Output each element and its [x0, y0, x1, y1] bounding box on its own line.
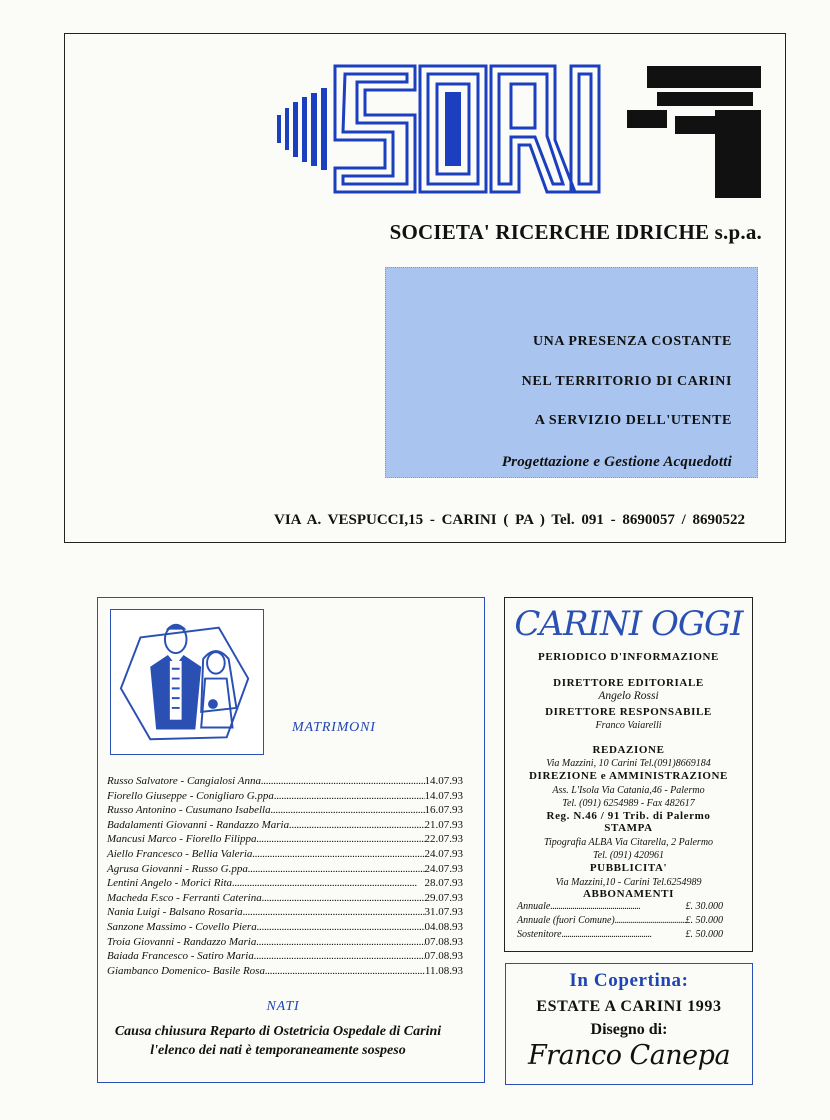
- couple-names: Nania Luigi - Balsano Rosaria: [107, 906, 243, 919]
- couple-names: Sanzone Massimo - Covello Piera: [107, 920, 257, 933]
- couple-names: Russo Salvatore - Cangialosi Anna: [107, 775, 261, 787]
- leader-dots: [243, 905, 425, 920]
- couple-names: Fiorello Giuseppe - Conigliaro G.ppa: [107, 789, 274, 802]
- tagline-1: UNA PRESENZA COSTANTE: [532, 334, 732, 349]
- couple-names: Mancusi Marco - Fiorello Filippa: [107, 833, 257, 846]
- director-editorial-name: Angelo Rossi: [598, 690, 659, 702]
- wedding-date: 07.08.93: [424, 950, 463, 963]
- list-item: [107, 818, 463, 833]
- cover-subject: ESTATE A CARINI 1993: [536, 998, 722, 1015]
- slogan: Progettazione e Gestione Acquedotti: [501, 454, 732, 470]
- couple-names: Russo Antonino - Cusumano Isabella: [107, 804, 271, 817]
- wedding-date: 14.07.93: [424, 789, 463, 802]
- list-item: [107, 891, 463, 906]
- list-item: [107, 774, 463, 789]
- director-editorial-label: DIRETTORE EDITORIALE: [553, 677, 704, 689]
- wedding-date: 11.08.93: [424, 964, 463, 977]
- couple-names: Aiello Francesco - Bellia Valeria: [107, 847, 253, 860]
- tagline-box: [385, 267, 758, 478]
- stampa-address: Tipografia ALBA Via Citarella, 2 Palermo: [543, 837, 714, 848]
- nati-notice: Causa chiusura Reparto di Ostetricia Ospedale di Carini l'elenco dei nati è temporaneamente sospeso: [114, 1024, 442, 1058]
- list-item: [107, 964, 463, 979]
- couple-names: Badalamenti Giovanni - Randazzo Maria: [107, 818, 290, 831]
- list-item: [107, 935, 463, 950]
- company-address: VIA A. VESPUCCI,15 - CARINI ( PA ) Tel. 091 - 8690057 / 8690522: [274, 512, 745, 528]
- registration: Reg. N.46 / 91 Trib. di Palermo: [546, 810, 711, 822]
- wedding-date: 21.07.93: [424, 818, 463, 831]
- list-item: [107, 949, 463, 964]
- cover-drawing-label: Disegno di:: [590, 1021, 668, 1038]
- stampa-label: STAMPA: [604, 822, 653, 834]
- cover-heading: In Copertina:: [569, 970, 689, 991]
- couple-names: Macheda F.sco - Ferranti Caterina: [107, 891, 262, 904]
- leader-dots: [550, 901, 685, 912]
- direzione-label: DIREZIONE e AMMINISTRAZIONE: [529, 770, 728, 782]
- leader-dots: [265, 964, 425, 979]
- subscription-price: £. 30.000: [685, 901, 723, 912]
- direzione-address: Ass. L'Isola Via Catania,46 - Palermo: [552, 785, 705, 796]
- tagline-2: NEL TERRITORIO DI CARINI: [521, 374, 732, 389]
- leader-dots: [615, 915, 686, 926]
- subscription-price: £. 50.000: [685, 915, 723, 926]
- leader-dots: [232, 876, 424, 891]
- company-name: SOCIETA' RICERCHE IDRICHE s.p.a.: [389, 220, 762, 244]
- wedding-date: 07.08.93: [424, 935, 463, 948]
- matrimoni-heading: MATRIMONI: [292, 720, 376, 735]
- abbonamenti-label: ABBONAMENTI: [583, 888, 674, 900]
- direzione-phone: Tel. (091) 6254989 - Fax 482617: [562, 798, 695, 809]
- wedding-date: 14.07.93: [424, 775, 463, 787]
- matrimoni-list: [107, 774, 463, 978]
- list-item: [107, 905, 463, 920]
- couple-names: Lentini Angelo - Morici Rita: [107, 877, 233, 890]
- wedding-date: 29.07.93: [424, 891, 463, 904]
- leader-dots: [261, 774, 425, 789]
- nati-heading: NATI: [266, 999, 300, 1014]
- subscription-type: Sostenitore: [517, 929, 562, 940]
- director-responsible-name: Franco Vaiarelli: [595, 720, 662, 731]
- pubblicita-label: PUBBLICITA': [589, 862, 668, 874]
- wedding-date: 04.08.93: [424, 920, 463, 933]
- wedding-couple-icon: [110, 609, 264, 755]
- leader-dots: [271, 803, 425, 818]
- masthead-title: CARINI OGGI: [514, 604, 743, 644]
- leader-dots: [256, 935, 424, 950]
- wedding-date: 28.07.93: [424, 877, 463, 890]
- leader-dots: [248, 862, 425, 877]
- list-item: [107, 920, 463, 935]
- leader-dots: [262, 891, 425, 906]
- list-item: [107, 847, 463, 862]
- leader-dots: [254, 949, 425, 964]
- list-item: [517, 929, 723, 940]
- leader-dots: [562, 929, 686, 940]
- leader-dots: [252, 847, 424, 862]
- wedding-date: 24.07.93: [424, 862, 463, 875]
- stampa-phone: Tel. (091) 420961: [592, 850, 665, 861]
- masthead-subtitle: PERIODICO D'INFORMAZIONE: [538, 651, 719, 663]
- leader-dots: [257, 832, 425, 847]
- leader-dots: [257, 920, 425, 935]
- couple-names: Troia Giovanni - Randazzo Maria: [107, 935, 257, 948]
- subscription-price: £. 50.000: [685, 929, 723, 940]
- director-responsible-label: DIRETTORE RESPONSABILE: [545, 706, 712, 718]
- list-item: [107, 862, 463, 877]
- couple-names: Agrusa Giovanni - Russo G.ppa: [107, 862, 248, 875]
- couple-names: Giambanco Domenico- Basile Rosa: [107, 964, 265, 977]
- redazione-address: Via Mazzini, 10 Carini Tel.(091)8669184: [546, 758, 711, 769]
- tagline-3: A SERVIZIO DELL'UTENTE: [534, 413, 732, 428]
- subscription-type: Annuale (fuori Comune): [517, 915, 615, 926]
- wedding-date: 16.07.93: [424, 804, 463, 817]
- couple-names: Baiada Francesco - Satiro Maria: [107, 950, 254, 963]
- leader-dots: [289, 818, 424, 833]
- leader-dots: [274, 789, 425, 804]
- cover-author: Franco Canepa: [527, 1040, 731, 1071]
- wedding-date: 22.07.93: [424, 833, 463, 846]
- list-item: [107, 876, 463, 891]
- tap-icon: [627, 66, 761, 198]
- pubblicita-address: Via Mazzini,10 - Carini Tel.6254989: [555, 877, 702, 888]
- wedding-date: 24.07.93: [424, 847, 463, 860]
- list-item: [517, 901, 723, 912]
- redazione-label: REDAZIONE: [592, 744, 665, 756]
- list-item: [517, 915, 723, 926]
- list-item: [107, 832, 463, 847]
- subscription-type: Annuale: [517, 901, 551, 912]
- wedding-date: 31.07.93: [424, 906, 463, 919]
- sori-logo: [275, 60, 765, 200]
- list-item: [107, 789, 463, 804]
- list-item: [107, 803, 463, 818]
